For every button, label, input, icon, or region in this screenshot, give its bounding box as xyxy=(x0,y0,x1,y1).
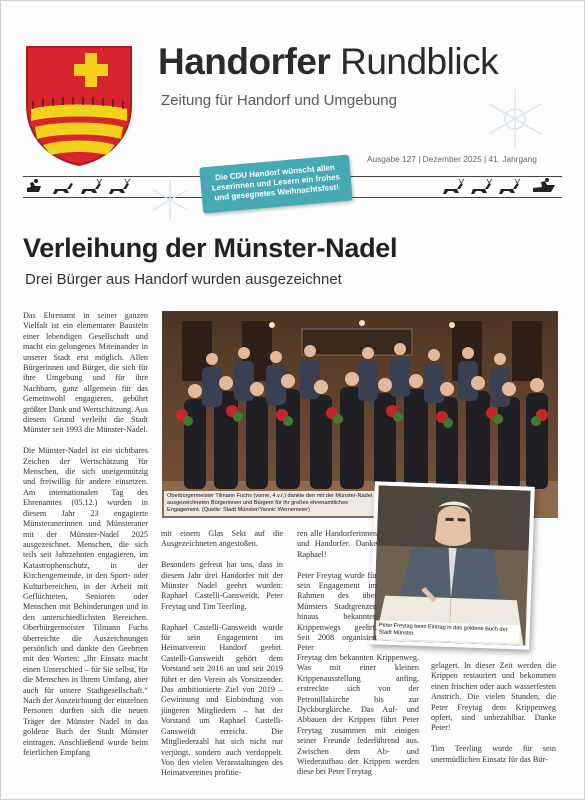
photo-caption-main: Oberbürgermeister Tilmann Fuchs (vorne, 4.v.r.) dankte den mit der Münster-Nadel ausgezeichneten Bürgerinnen und Bürgern für ihr großes ehrenamtliches Engagement. (Quelle: Stadt Münster/Yannic Wernemeier) xyxy=(164,491,384,516)
snowflake-icon xyxy=(147,177,193,223)
snowflake-icon xyxy=(483,87,547,151)
paragraph: ren alle Handorferinnen und Handorfer. Danke Raphael! xyxy=(297,529,377,559)
paragraph: Das Ehrenamt in seiner ganzen Vielfalt ist ein elementarer Baustein einer lebendigen Gesellschaft und macht ein gelungenes Miteinander in unserer Stadt erst möglich. Allen Bürgerinnen und Bürger, die sich für ihre Umgebung und für ihre Nachbarn, ganz allgemein für das Gemeinwohl engagieren, gebührt größter Dank und Wertschätzung. Aus diesem Grund verleiht die Stadt Münster seit 1993 die Münster-Nadel. xyxy=(23,311,148,435)
article-column-2 xyxy=(161,529,283,789)
newspaper-title: Handorfer Rundblick xyxy=(158,41,499,82)
paragraph: Besonders gefreut hat uns, dass in diesem Jahr drei Handorfer mit der Münster Nadel geehrt wurden: Raphael Castelli-Gansweidt, Peter Freytag und Tim Teerling. xyxy=(161,560,283,611)
christmas-greeting-banner: Die CDU Handorf wünscht allen Leserinnen und Lesern ein frohes und gesegnetes Weihnachtsfest! xyxy=(199,155,352,214)
article-column-3-continued xyxy=(297,653,419,788)
article-subhead: Drei Bürger aus Handorf wurden ausgezeichnet xyxy=(25,271,342,288)
coat-of-arms-icon xyxy=(23,43,135,167)
paragraph: Tim Teerling wurde für sein unermüdlichen Einsatz für das Bür- xyxy=(431,744,556,764)
article-column-1 xyxy=(23,311,148,769)
reindeer-sleigh-icon xyxy=(441,177,561,197)
paragraph: Freytag den bekannten Krippenweg. Was mit einer kleinen Krippenausstellung anfing, erstreckte sich von der Petronillakirche bis zur Dyckburgkirche. Das Auf- und Abbauen der Krippen führt Peter Freytag zusammen mit einigen seiner Freunde federführend aus. Zwischen dem Ab- und Wiederaufbau der Krippen werden diese bei Peter Freytag xyxy=(297,653,419,777)
golden-book-photo xyxy=(369,481,535,649)
paragraph: Raphael Castelli-Gansweidt wurde für sein Engagement im Heimatverein Handorf geehrt. Castelli-Gansweidt gehört dem Vorstand seit 2016 an und seit 2019 führt er den Verein als Vorsitzender. Das ambitionierte Ziel von 2019 – Gewinnung und Einbindung von jüngeren Mitgliedern – hat der Vorstand um Raphael Castelli-Gansweidt erreicht. Die Mitgliederzahl hat sich nicht nur verjüngt, sondern auch verdoppelt. Von den vielen Veranstaltungen des Heimatvereines profitie- xyxy=(161,622,283,778)
article-column-3 xyxy=(297,529,377,664)
paragraph: mit einem Glas Sekt auf die Ausgezeichneten angestoßen. xyxy=(161,529,283,549)
newspaper-subtitle: Zeitung für Handorf und Umgebung xyxy=(161,92,397,109)
paragraph: Peter Freytag wurde für sein Engagement im Rahmen des über Münsters Stadtgrenzen hinaus bekannten Krippenwegs geehrt. Seit 2008 organisiert Peter xyxy=(297,570,377,653)
article-headline: Verleihung der Münster-Nadel xyxy=(23,233,398,263)
photo-caption-small: Peter Freytag beim Eintrag in das goldene Buch der Stadt Münster. xyxy=(375,620,520,643)
reindeer-sleigh-icon xyxy=(25,177,135,197)
issue-line: Ausgabe 127 | Dezember 2025 | 41. Jahrgang xyxy=(367,154,537,164)
paragraph: gelagert. In dieser Zeit werden die Krippen restauriert und bekommen einen frischen oder auch wasserfesten Anstrich. Die vielen Stunden, die Peter Freytag dem Krippenweg opfert, sind unbezahlbar. Danke Peter! xyxy=(431,661,556,733)
paragraph: Die Münster-Nadel ist ein sichtbares Zeichen der Wertschätzung für Menschen, die sich uneigennützig und freiwillig für andere einsetzen. Am internationalen Tag des Ehrenamtes (05.12.) wurden in diesem Jahr 23 engagierte Münsteranerinnen und Münsteraner mit der Münster-Nadel 2025 ausgezeichnet. Menschen, die sich teils seit Jahrzehnten engagieren, im Katastrophenschutz, in der Kirchengemeinde, in den Sport- oder Kulturbereichen, in der Arbeit mit Geflüchteten, Senioren oder Menschen mit Behinderungen und in den unterschiedlichsten Bereichen. Oberbürgermeister Tilmann Fuchs überreichte die Auszeichnungen persönlich und dankte den Geehrten mit den Worten: „Ihr Einsatz macht einen Unterschied – für Sie selbst, für die Menschen in Ihrem Umfang, aber auch für unsere Stadtgesellschaft.“ Nach der Auszeichnung der einzelnen Personen durften sich die neuen Träger der Münster Nadel in das goldene Buch der Stadt Münster eintragen. Anschließend wurde beim feierlichen Empfang xyxy=(23,446,148,758)
article-column-4 xyxy=(431,661,556,775)
